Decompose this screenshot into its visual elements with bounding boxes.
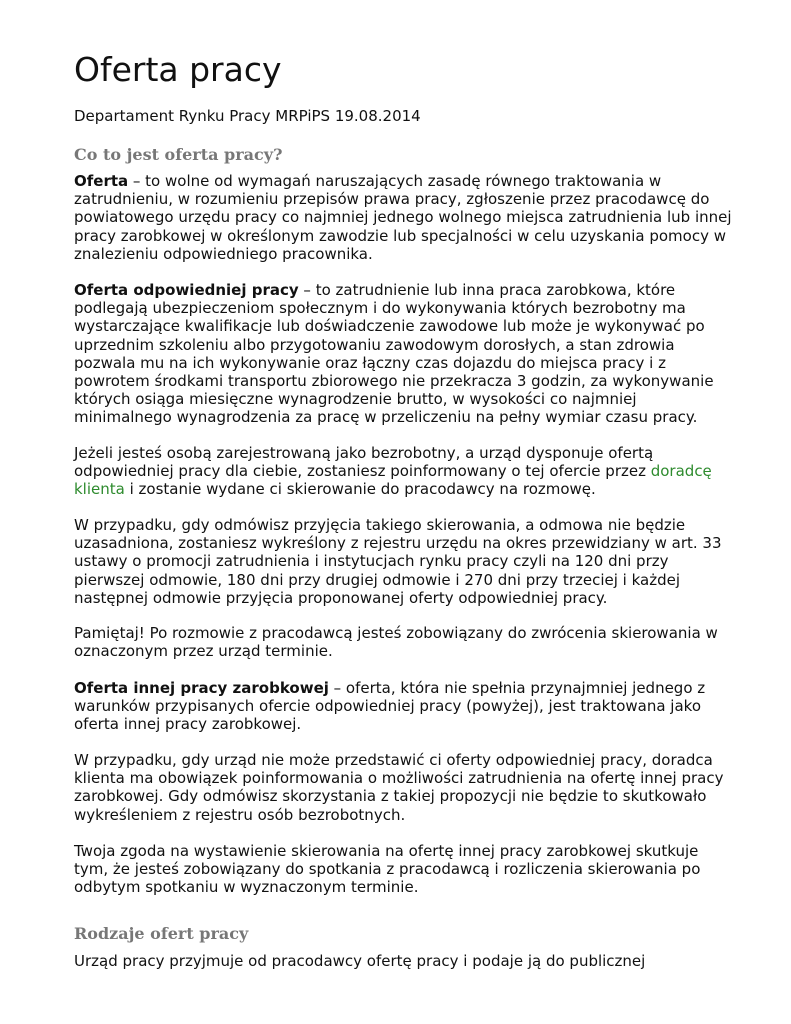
paragraph-text: i zostanie wydane ci skierowanie do pracodawcy na rozmowę. [124, 480, 596, 499]
paragraph-line [74, 172, 764, 190]
paragraph-offer-publication [74, 952, 764, 970]
paragraph-text: odpowiedniej pracy dla ciebie, zostaniesz poinformowany o tej ofercie przez [74, 462, 651, 481]
paragraph-line: znalezieniu odpowiedniego pracownika. [74, 244, 373, 263]
paragraph-line: Twoja zgoda na wystawienie skierowania na ofertę innej pracy zarobkowej skutkuje [74, 842, 699, 860]
paragraph-oferta-definition [74, 172, 764, 263]
paragraph-line: powrotem środkami transportu zbiorowego nie przekracza 3 godzin, za wykonywanie [74, 372, 714, 391]
paragraph-line: pierwszej odmowie, 180 dni przy drugiej odmowie i 270 dni przy trzeciej i każdej [74, 570, 681, 589]
paragraph-line: Pamiętaj! Po rozmowie z pracodawcą jesteś zobowiązany do zwrócenia skierowania w [74, 624, 718, 642]
paragraph-line: podlegają ubezpieczeniom społecznym i do wykonywania których bezrobotny ma [74, 299, 686, 318]
paragraph-text: – oferta, która nie spełnia przynajmniej jednego z [328, 679, 706, 697]
paragraph-line: uzasadniona, zostaniesz wykreślony z rejestru urzędu na okres przewidziany w art. 33 [74, 534, 722, 553]
paragraph-registered-unemployed [74, 444, 764, 499]
paragraph-line: pozwala mu na ich wykonywanie oraz łączny czas dojazdu do miejsca pracy i z [74, 353, 666, 372]
paragraph-line [74, 480, 764, 498]
paragraph-line: warunków przypisanych ofercie odpowiedniej pracy (powyżej), jest traktowana jako [74, 697, 701, 716]
paragraph-refusal-consequences [74, 516, 764, 607]
paragraph-line [74, 462, 764, 480]
client-advisor-link[interactable]: doradcę [650, 462, 712, 481]
paragraph-text: – to wolne od wymagań naruszających zasadę równego traktowania w [128, 172, 662, 190]
paragraph-line: zarobkowej. Gdy odmówisz skorzystania z takiej propozycji nie będzie to skutkowało [74, 787, 707, 806]
paragraph-remember-note [74, 624, 764, 660]
paragraph-line [74, 281, 764, 299]
paragraph-line: uprzednim szkoleniu albo przygotowaniu zawodowym dorosłych, a stan zdrowia [74, 335, 675, 354]
paragraph-line: minimalnego wynagrodzenia za pracę w przeliczeniu na pełny wymiar czasu pracy. [74, 408, 698, 427]
term-other-work: Oferta innej pracy zarobkowej [74, 679, 329, 697]
paragraph-line: klienta ma obowiązek poinformowania o możliwości zatrudnienia na ofertę innej pracy [74, 769, 724, 788]
term-suitable-work: Oferta odpowiedniej pracy [74, 281, 299, 299]
paragraph-line: Jeżeli jesteś osobą zarejestrowaną jako bezrobotny, a urząd dysponuje ofertą [74, 444, 654, 462]
paragraph-line: tym, że jesteś zobowiązany do spotkania z pracodawcą i rozliczenia skierowania po [74, 860, 701, 879]
paragraph-line: pracy zarobkowej w określonym zawodzie lub specjalności w celu uzyskania pomocy w [74, 226, 727, 245]
paragraph-line: oznaczonym przez urząd terminie. [74, 642, 333, 661]
paragraph-other-work-definition [74, 679, 764, 734]
paragraph-no-suitable-offer [74, 751, 764, 824]
paragraph-line: zatrudnieniu, w rozumieniu przepisów prawa pracy, zgłoszenie przez pracodawcę do [74, 190, 710, 209]
paragraph-text: – to zatrudnienie lub inna praca zarobkowa, które [298, 281, 676, 299]
paragraph-line: odbytym spotkaniu w wyznaczonym terminie. [74, 878, 419, 897]
paragraph-line: ustawy o promocji zatrudnienia i instytucjach rynku pracy czyli na 120 dni przy [74, 552, 669, 571]
paragraph-line: powiatowego urzędu pracy co najmniej jednego wolnego miejsca zatrudnienia lub innej [74, 208, 732, 227]
document-meta: Departament Rynku Pracy MRPiPS 19.08.2014 [74, 107, 421, 125]
paragraph-line: wystarczające kwalifikacje lub doświadczenie zawodowe lub może je wykonywać po [74, 317, 705, 336]
paragraph-suitable-work-definition [74, 281, 764, 427]
term-oferta: Oferta [74, 172, 129, 190]
paragraph-line: W przypadku, gdy urząd nie może przedstawić ci oferty odpowiedniej pracy, doradca [74, 751, 713, 769]
paragraph-consent-consequences [74, 842, 764, 897]
section-heading-what-is-offer: Co to jest oferta pracy? [74, 145, 283, 164]
paragraph-line: Urząd pracy przyjmuje od pracodawcy ofertę pracy i podaje ją do publicznej [74, 952, 646, 970]
paragraph-line: których osiąga miesięczne wynagrodzenie brutto, w wysokości co najmniej [74, 390, 637, 409]
paragraph-line: oferta innej pracy zarobkowej. [74, 715, 302, 734]
paragraph-line [74, 679, 764, 697]
paragraph-line: W przypadku, gdy odmówisz przyjęcia takiego skierowania, a odmowa nie będzie [74, 516, 686, 534]
paragraph-line: wykreśleniem z rejestru osób bezrobotnych. [74, 805, 406, 824]
client-advisor-link-continued[interactable]: klienta [74, 480, 125, 499]
paragraph-line: następnej odmowie przyjęcia proponowanej oferty odpowiedniej pracy. [74, 588, 608, 607]
section-heading-offer-types: Rodzaje ofert pracy [74, 924, 249, 943]
page-title: Oferta pracy [74, 50, 282, 89]
